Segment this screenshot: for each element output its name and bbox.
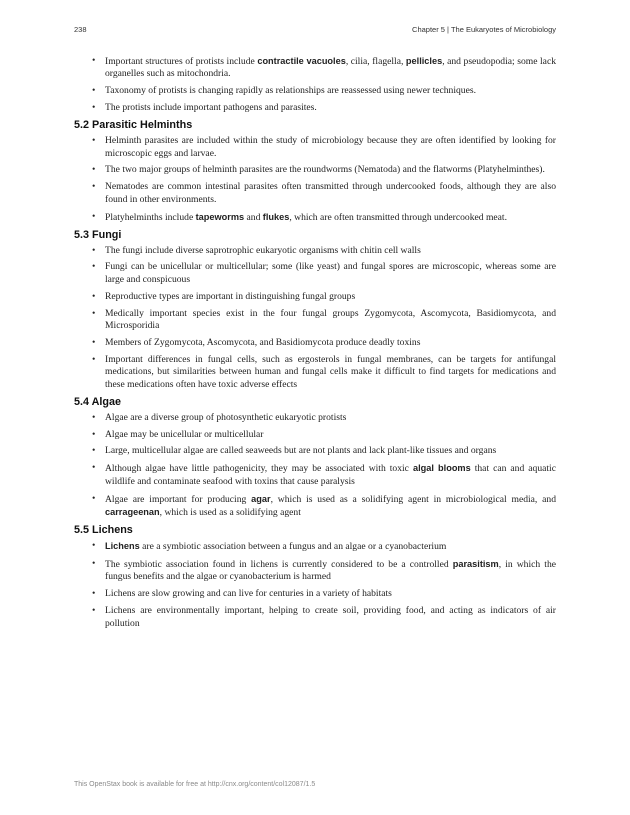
bullet-item [74, 245, 556, 257]
bullet-glyph: • [92, 290, 96, 302]
section-bullet-list [74, 540, 556, 630]
bullet-text: Helminth parasites are included within the study of microbiology because they are often identified by looking for microscopic eggs and larvae. [105, 135, 556, 159]
bullet-item [74, 261, 556, 286]
section-heading: 5.5 Lichens [74, 523, 133, 536]
bullet-glyph: • [92, 462, 96, 474]
bullet-text: , in which the fungus benefits and the algae or cyanobacterium is harmed [105, 558, 556, 583]
bullet-item [74, 55, 556, 81]
bullet-glyph: • [92, 244, 96, 256]
section-5-5 [74, 524, 556, 630]
section-bullet-list [74, 135, 556, 224]
key-term: tapeworms [195, 211, 245, 222]
bullet-item [74, 540, 556, 553]
section-bullet-list [74, 245, 556, 392]
bullet-text: The two major groups of helminth parasites are the roundworms (Nematoda) and the flatworms (Platyhelminthes). [105, 164, 545, 176]
bullet-glyph: • [92, 55, 96, 66]
bullet-text: Members of Zygomycota, Ascomycota, and Basidiomycota produce deadly toxins [105, 337, 421, 348]
bullet-item [74, 291, 556, 303]
bullet-glyph: • [92, 85, 96, 97]
bullet-item [74, 164, 556, 176]
bullet-glyph: • [92, 102, 96, 114]
bullet-text: , which are often transmitted through undercooked meat. [289, 211, 507, 223]
bullet-item [74, 462, 556, 488]
bullet-item [74, 429, 556, 441]
bullet-glyph: • [92, 135, 96, 147]
bullet-item [74, 337, 556, 349]
bullet-text: Large, multicellular algae are called seaweeds but are not plants and lack plant-like tissues and organs [105, 445, 497, 457]
bullet-item [74, 181, 556, 206]
bullet-item [74, 445, 556, 457]
bullet-text: Lichens are environmentally important, helping to create soil, providing food, and acting as indicators of air pollution [105, 605, 556, 629]
key-term: carrageenan [105, 507, 160, 518]
bullet-text: Nematodes are common intestinal parasites often transmitted through undercooked foods, although they are also found in other environments. [105, 181, 556, 205]
bullet-text: Important structures of protists include [105, 56, 258, 67]
bullet-text: Platyhelminths include [105, 211, 196, 223]
bullet-text: The fungi include diverse saprotrophic eukaryotic organisms with chitin cell walls [105, 244, 421, 256]
bullet-item [74, 135, 556, 160]
bullet-text: Although algae have little pathogenicity, they may be associated with toxic [105, 463, 413, 475]
bullet-glyph: • [92, 605, 96, 617]
bullet-glyph: • [92, 428, 96, 440]
running-header: Chapter 5 | The Eukaryotes of Microbiology [412, 25, 556, 34]
bullet-glyph: • [92, 557, 96, 569]
bullet-text: and [244, 211, 263, 223]
bullet-glyph: • [92, 539, 96, 551]
bullet-text: Lichens are slow growing and can live for centuries in a variety of habitats [105, 588, 392, 600]
bullet-text: Algae are important for producing [105, 493, 252, 505]
bullet-glyph: • [92, 445, 96, 457]
key-term: algal blooms [412, 463, 471, 474]
bullet-glyph: • [92, 210, 96, 222]
section-heading: 5.3 Fungi [74, 228, 122, 241]
bullet-text: , and pseudopodia; some lack organelles such as mitochondria. [105, 56, 556, 80]
bullet-text: , cilia, flagella, [345, 56, 406, 67]
section-5-4 [74, 396, 556, 520]
bullet-item [74, 605, 556, 630]
section-5-3 [74, 229, 556, 392]
page-footer: This OpenStax book is available for free at http://cnx.org/content/col12087/1.5 [74, 781, 316, 788]
bullet-item [74, 102, 556, 114]
bullet-text: Algae are a diverse group of photosynthetic eukaryotic protists [105, 411, 347, 423]
bullet-text: Medically important species exist in the four fungal groups Zygomycota, Ascomycota, Basidiomycota, and Microsporidia [105, 307, 556, 332]
bullet-glyph: • [92, 261, 96, 273]
bullet-item [74, 558, 556, 584]
bullet-text: that can and aquatic wildlife and contaminate seafood with toxins that cause paralysis [105, 463, 556, 487]
bullet-text: , which is used as a solidifying agent [159, 507, 301, 519]
bullet-glyph: • [92, 181, 96, 193]
bullet-text: Reproductive types are important in distinguishing fungal groups [105, 290, 356, 302]
key-term: flukes [262, 211, 290, 222]
page-number: 238 [74, 25, 87, 34]
section-heading: 5.2 Parasitic Helminths [74, 119, 193, 132]
section-5-2 [74, 119, 556, 224]
bullet-item [74, 412, 556, 424]
summary-content [74, 55, 556, 634]
bullet-glyph: • [92, 164, 96, 176]
bullet-glyph: • [92, 353, 96, 365]
bullet-text: Algae may be unicellular or multicellular [105, 428, 264, 440]
section-heading: 5.4 Algae [74, 395, 122, 408]
bullet-text: are a symbiotic association between a fungus and an algae or a cyanobacterium [139, 540, 447, 552]
bullet-text: The symbiotic association found in lichens is currently considered to be a controlled [105, 558, 453, 570]
bullet-glyph: • [92, 337, 96, 348]
key-term: parasitism [452, 558, 499, 569]
section-bullet-list [74, 412, 556, 520]
bullet-text: Important differences in fungal cells, such as ergosterols in fungal membranes, can be targets for antifungal medications, but similarities between human and fungal cells make it difficult to find targets for medications and these medications often have toxic adverse effects [105, 353, 556, 390]
bullet-glyph: • [92, 411, 96, 423]
key-term: agar [251, 493, 271, 504]
intro-bullet-list [74, 55, 556, 115]
bullet-item [74, 85, 556, 97]
bullet-text: Taxonomy of protists is changing rapidly as relationships are reassessed using newer techniques. [105, 85, 476, 97]
key-term: pellicles [405, 56, 443, 66]
bullet-item [74, 211, 556, 224]
key-term: Lichens [105, 540, 140, 551]
bullet-item [74, 354, 556, 391]
bullet-text: The protists include important pathogens and parasites. [105, 102, 317, 114]
bullet-glyph: • [92, 492, 96, 504]
bullet-glyph: • [92, 307, 96, 319]
bullet-item [74, 588, 556, 600]
bullet-item [74, 308, 556, 333]
bullet-glyph: • [92, 588, 96, 600]
bullet-text: Fungi can be unicellular or multicellular; some (like yeast) and fungal spores are microscopic, whereas some are large and conspicuous [105, 261, 556, 285]
key-term: contractile vacuoles [257, 56, 346, 66]
bullet-text: , which is used as a solidifying agent in microbiological media, and [270, 493, 557, 505]
bullet-item [74, 493, 556, 520]
